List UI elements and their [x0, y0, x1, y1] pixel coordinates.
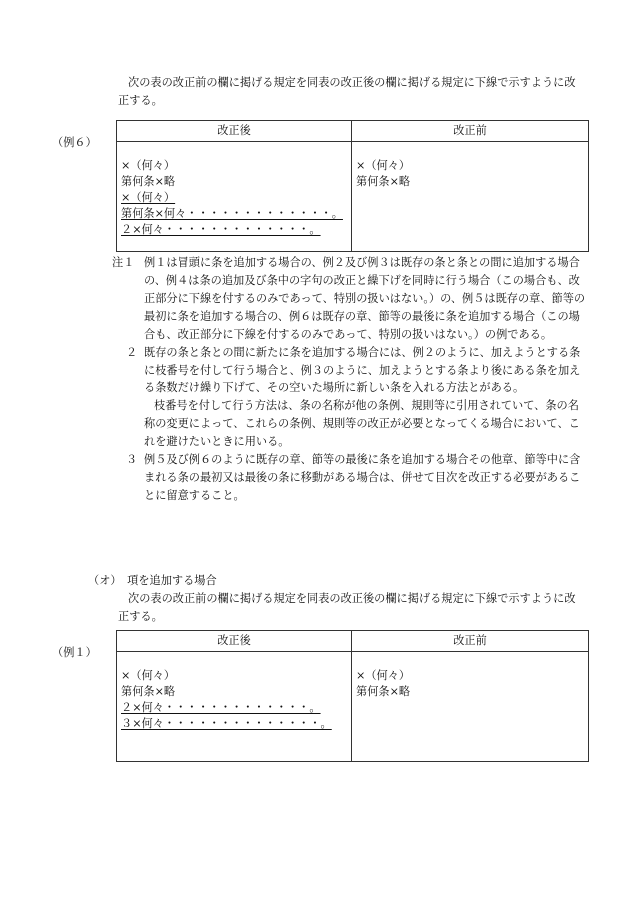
- note-1: [112, 254, 588, 344]
- note-2: [116, 344, 588, 398]
- after-line-underlined: ２×何々・・・・・・・・・・・・・。: [121, 223, 321, 236]
- note-2-text: 既存の条と条との間に新たに条を追加する場合には、例２のように、加えようとする条に枝番号を付して行う場合と、例３のように、加えようとする条より後にある条を加える条数だけ繰り下げて、その空いた場所に新しい条を入れる方法とがある。: [144, 345, 581, 395]
- after-cell: [117, 142, 352, 252]
- section-heading: （オ） 項を追加する場合: [88, 574, 217, 587]
- after-line: 第何条×略: [121, 175, 176, 188]
- intro-paragraph: 次の表の改正前の欄に掲げる規定を同表の改正後の欄に掲げる規定に下線で示すように改正する。: [118, 76, 576, 107]
- header-before: 改正前: [352, 631, 589, 652]
- notes-block: [112, 254, 588, 505]
- note-2-sub: 枝番号を付して行う方法は、条の名称が他の条例、規則等に引用されていて、条の名称の変更によって、これらの条例、規則等の改正が必要となってくる場合において、これを避けたいときに用いる。: [144, 399, 580, 449]
- before-line: 第何条×略: [356, 685, 411, 698]
- note-3-text: 例５及び例６のように既存の章、節等の最後に条を追加する場合その他章、節等中に含まれる条の最初又は最後の条に移動がある場合は、併せて目次を改正する必要があることに留意すること。: [144, 453, 581, 502]
- after-line-underlined: ３×何々・・・・・・・・・・・・・・。: [121, 717, 332, 730]
- example-6-table: [116, 120, 589, 252]
- before-line: 第何条×略: [356, 175, 411, 188]
- header-before: 改正前: [352, 121, 589, 142]
- note-1-number: 注１: [112, 256, 135, 269]
- note-2-number: ２: [126, 345, 138, 359]
- after-line-underlined: 第何条×何々・・・・・・・・・・・・・。: [121, 207, 343, 220]
- note-3-number: ３: [126, 453, 138, 467]
- before-line: ×（何々）: [356, 159, 411, 172]
- after-line: ×（何々）: [121, 669, 176, 682]
- note-1-text: 例１は冒頭に条を追加する場合の、例２及び例３は既存の条と条との間に追加する場合の、例４は条の追加及び条中の字句の改正と繰下げを同時に行う場合（この場合も、改正部分に下線を付するのみであって、特別の扱いはない。）の、例５は既存の章、節等の最初に条を追加する場合の、例６は既存の章、節等の最後に条を追加する場合（この場合も、改正部分に下線を付するのみであって、特別の扱いはない。）の例である。: [144, 256, 586, 341]
- example-1-table: [116, 630, 589, 762]
- example-6-label: （例６）: [52, 136, 97, 149]
- example-1-label: （例１）: [52, 646, 97, 659]
- after-line-underlined: ×（何々）: [121, 191, 176, 204]
- note-3: [116, 451, 588, 505]
- after-line: 第何条×略: [121, 685, 176, 698]
- after-line-underlined: ２×何々・・・・・・・・・・・・・。: [121, 701, 321, 714]
- after-line: ×（何々）: [121, 159, 176, 172]
- before-line: ×（何々）: [356, 669, 411, 682]
- after-cell: [117, 652, 352, 762]
- before-cell: [352, 652, 589, 762]
- header-after: 改正後: [117, 121, 352, 142]
- before-cell: [352, 142, 589, 252]
- header-after: 改正後: [117, 631, 352, 652]
- section-intro: 次の表の改正前の欄に掲げる規定を同表の改正後の欄に掲げる規定に下線で示すように改正する。: [118, 592, 576, 623]
